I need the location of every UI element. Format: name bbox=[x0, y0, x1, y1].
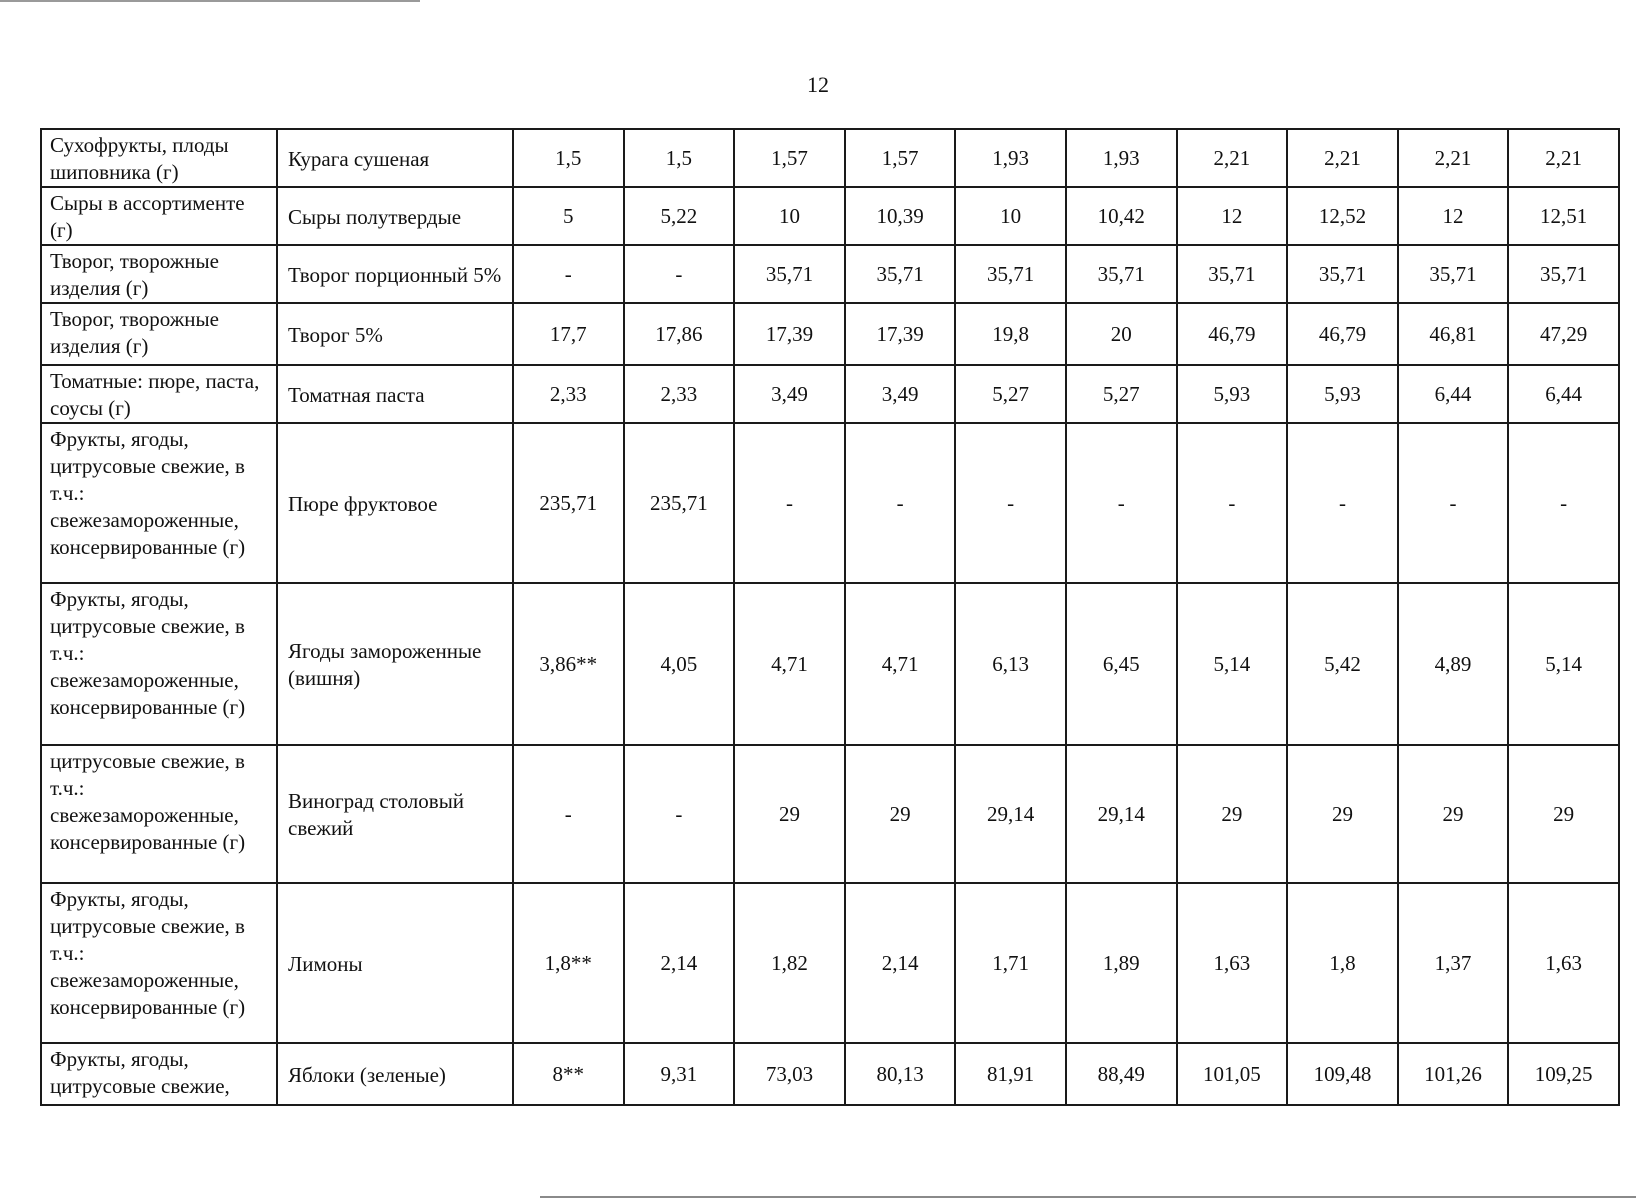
value-cell: 1,63 bbox=[1177, 883, 1288, 1043]
value-cell: 5,27 bbox=[1066, 365, 1177, 423]
value-cell: 9,31 bbox=[624, 1043, 735, 1105]
value-cell: 4,71 bbox=[845, 583, 956, 745]
value-cell: 35,71 bbox=[955, 245, 1066, 303]
table-row bbox=[41, 583, 1619, 745]
value-cell: - bbox=[624, 745, 735, 883]
value-cell: 88,49 bbox=[1066, 1043, 1177, 1105]
value-cell: 5,22 bbox=[624, 187, 735, 245]
value-cell: 1,63 bbox=[1508, 883, 1619, 1043]
category-cell: Творог, творожные изделия (г) bbox=[41, 245, 277, 303]
value-cell: 5,27 bbox=[955, 365, 1066, 423]
value-cell: 10,42 bbox=[1066, 187, 1177, 245]
value-cell: 46,79 bbox=[1287, 303, 1398, 365]
value-cell: 3,49 bbox=[845, 365, 956, 423]
category-cell: цитрусовые свежие, в т.ч.: свежезамороженные, консервированные (г) bbox=[41, 745, 277, 883]
value-cell: 80,13 bbox=[845, 1043, 956, 1105]
value-cell: - bbox=[1066, 423, 1177, 583]
value-cell: 12 bbox=[1177, 187, 1288, 245]
value-cell: 35,71 bbox=[1398, 245, 1509, 303]
value-cell: 35,71 bbox=[1177, 245, 1288, 303]
product-cell: Пюре фруктовое bbox=[277, 423, 513, 583]
value-cell: 29 bbox=[1177, 745, 1288, 883]
value-cell: 29 bbox=[734, 745, 845, 883]
value-cell: 12,52 bbox=[1287, 187, 1398, 245]
value-cell: 1,57 bbox=[845, 129, 956, 187]
value-cell: 35,71 bbox=[845, 245, 956, 303]
value-cell: 1,57 bbox=[734, 129, 845, 187]
value-cell: 2,33 bbox=[513, 365, 624, 423]
value-cell: 47,29 bbox=[1508, 303, 1619, 365]
product-cell: Курага сушеная bbox=[277, 129, 513, 187]
value-cell: - bbox=[1508, 423, 1619, 583]
value-cell: 1,82 bbox=[734, 883, 845, 1043]
table-row bbox=[41, 883, 1619, 1043]
value-cell: 10,39 bbox=[845, 187, 956, 245]
value-cell: 29 bbox=[1398, 745, 1509, 883]
table-row bbox=[41, 365, 1619, 423]
value-cell: 17,39 bbox=[845, 303, 956, 365]
value-cell: 235,71 bbox=[513, 423, 624, 583]
value-cell: 19,8 bbox=[955, 303, 1066, 365]
table-row bbox=[41, 1043, 1619, 1105]
product-cell: Творог 5% bbox=[277, 303, 513, 365]
value-cell: 5,14 bbox=[1508, 583, 1619, 745]
value-cell: 2,14 bbox=[845, 883, 956, 1043]
value-cell: 5,93 bbox=[1287, 365, 1398, 423]
value-cell: - bbox=[845, 423, 956, 583]
value-cell: 101,05 bbox=[1177, 1043, 1288, 1105]
category-cell: Фрукты, ягоды, цитрусовые свежие, в т.ч.: свежезамороженные, консервированные (г) bbox=[41, 583, 277, 745]
value-cell: 2,21 bbox=[1177, 129, 1288, 187]
value-cell: 101,26 bbox=[1398, 1043, 1509, 1105]
value-cell: 81,91 bbox=[955, 1043, 1066, 1105]
norms-table-wrapper bbox=[40, 128, 1618, 1106]
value-cell: 4,71 bbox=[734, 583, 845, 745]
bottom-scan-rule bbox=[540, 1196, 1636, 1198]
value-cell: 2,33 bbox=[624, 365, 735, 423]
value-cell: 6,45 bbox=[1066, 583, 1177, 745]
value-cell: 1,93 bbox=[1066, 129, 1177, 187]
value-cell: 5,14 bbox=[1177, 583, 1288, 745]
value-cell: 3,49 bbox=[734, 365, 845, 423]
product-cell: Сыры полутвердые bbox=[277, 187, 513, 245]
value-cell: 17,39 bbox=[734, 303, 845, 365]
value-cell: 17,86 bbox=[624, 303, 735, 365]
value-cell: 12 bbox=[1398, 187, 1509, 245]
value-cell: 29,14 bbox=[955, 745, 1066, 883]
value-cell: - bbox=[734, 423, 845, 583]
value-cell: - bbox=[1398, 423, 1509, 583]
value-cell: 35,71 bbox=[1508, 245, 1619, 303]
value-cell: 2,14 bbox=[624, 883, 735, 1043]
table-row bbox=[41, 745, 1619, 883]
value-cell: 17,7 bbox=[513, 303, 624, 365]
value-cell: - bbox=[624, 245, 735, 303]
value-cell: 10 bbox=[734, 187, 845, 245]
product-cell: Ягоды замороженные (вишня) bbox=[277, 583, 513, 745]
value-cell: 35,71 bbox=[1066, 245, 1177, 303]
value-cell: 6,44 bbox=[1398, 365, 1509, 423]
table-row bbox=[41, 423, 1619, 583]
value-cell: 1,8 bbox=[1287, 883, 1398, 1043]
category-cell: Фрукты, ягоды, цитрусовые свежие, в т.ч.: свежезамороженные, консервированные (г) bbox=[41, 883, 277, 1043]
value-cell: 1,5 bbox=[624, 129, 735, 187]
value-cell: - bbox=[513, 245, 624, 303]
value-cell: 29 bbox=[1287, 745, 1398, 883]
value-cell: 46,81 bbox=[1398, 303, 1509, 365]
category-cell: Сыры в ассортименте (г) bbox=[41, 187, 277, 245]
value-cell: - bbox=[1287, 423, 1398, 583]
value-cell: 20 bbox=[1066, 303, 1177, 365]
value-cell: 109,48 bbox=[1287, 1043, 1398, 1105]
value-cell: 5 bbox=[513, 187, 624, 245]
value-cell: 4,05 bbox=[624, 583, 735, 745]
value-cell: 3,86** bbox=[513, 583, 624, 745]
table-row bbox=[41, 245, 1619, 303]
value-cell: 1,5 bbox=[513, 129, 624, 187]
value-cell: 8** bbox=[513, 1043, 624, 1105]
value-cell: 46,79 bbox=[1177, 303, 1288, 365]
top-scan-rule bbox=[0, 0, 420, 2]
value-cell: 29,14 bbox=[1066, 745, 1177, 883]
value-cell: 6,13 bbox=[955, 583, 1066, 745]
value-cell: 2,21 bbox=[1398, 129, 1509, 187]
product-cell: Яблоки (зеленые) bbox=[277, 1043, 513, 1105]
value-cell: 35,71 bbox=[734, 245, 845, 303]
table-body bbox=[41, 129, 1619, 1105]
product-cell: Томатная паста bbox=[277, 365, 513, 423]
value-cell: - bbox=[513, 745, 624, 883]
category-cell: Фрукты, ягоды, цитрусовые свежие, bbox=[41, 1043, 277, 1105]
product-cell: Лимоны bbox=[277, 883, 513, 1043]
value-cell: 2,21 bbox=[1508, 129, 1619, 187]
norms-table bbox=[40, 128, 1620, 1106]
value-cell: 6,44 bbox=[1508, 365, 1619, 423]
category-cell: Сухофрукты, плоды шиповника (г) bbox=[41, 129, 277, 187]
value-cell: 1,71 bbox=[955, 883, 1066, 1043]
value-cell: 5,42 bbox=[1287, 583, 1398, 745]
product-cell: Творог порционный 5% bbox=[277, 245, 513, 303]
value-cell: 1,89 bbox=[1066, 883, 1177, 1043]
value-cell: 12,51 bbox=[1508, 187, 1619, 245]
value-cell: - bbox=[1177, 423, 1288, 583]
value-cell: 73,03 bbox=[734, 1043, 845, 1105]
value-cell: - bbox=[955, 423, 1066, 583]
category-cell: Творог, творожные изделия (г) bbox=[41, 303, 277, 365]
table-row bbox=[41, 129, 1619, 187]
value-cell: 29 bbox=[1508, 745, 1619, 883]
table-row bbox=[41, 303, 1619, 365]
value-cell: 35,71 bbox=[1287, 245, 1398, 303]
table-row bbox=[41, 187, 1619, 245]
category-cell: Фрукты, ягоды, цитрусовые свежие, в т.ч.: свежезамороженные, консервированные (г) bbox=[41, 423, 277, 583]
product-cell: Виноград столовый свежий bbox=[277, 745, 513, 883]
value-cell: 2,21 bbox=[1287, 129, 1398, 187]
value-cell: 235,71 bbox=[624, 423, 735, 583]
value-cell: 29 bbox=[845, 745, 956, 883]
category-cell: Томатные: пюре, паста, соусы (г) bbox=[41, 365, 277, 423]
page-number: 12 bbox=[807, 72, 829, 97]
value-cell: 4,89 bbox=[1398, 583, 1509, 745]
value-cell: 1,93 bbox=[955, 129, 1066, 187]
value-cell: 5,93 bbox=[1177, 365, 1288, 423]
value-cell: 10 bbox=[955, 187, 1066, 245]
value-cell: 109,25 bbox=[1508, 1043, 1619, 1105]
value-cell: 1,8** bbox=[513, 883, 624, 1043]
value-cell: 1,37 bbox=[1398, 883, 1509, 1043]
